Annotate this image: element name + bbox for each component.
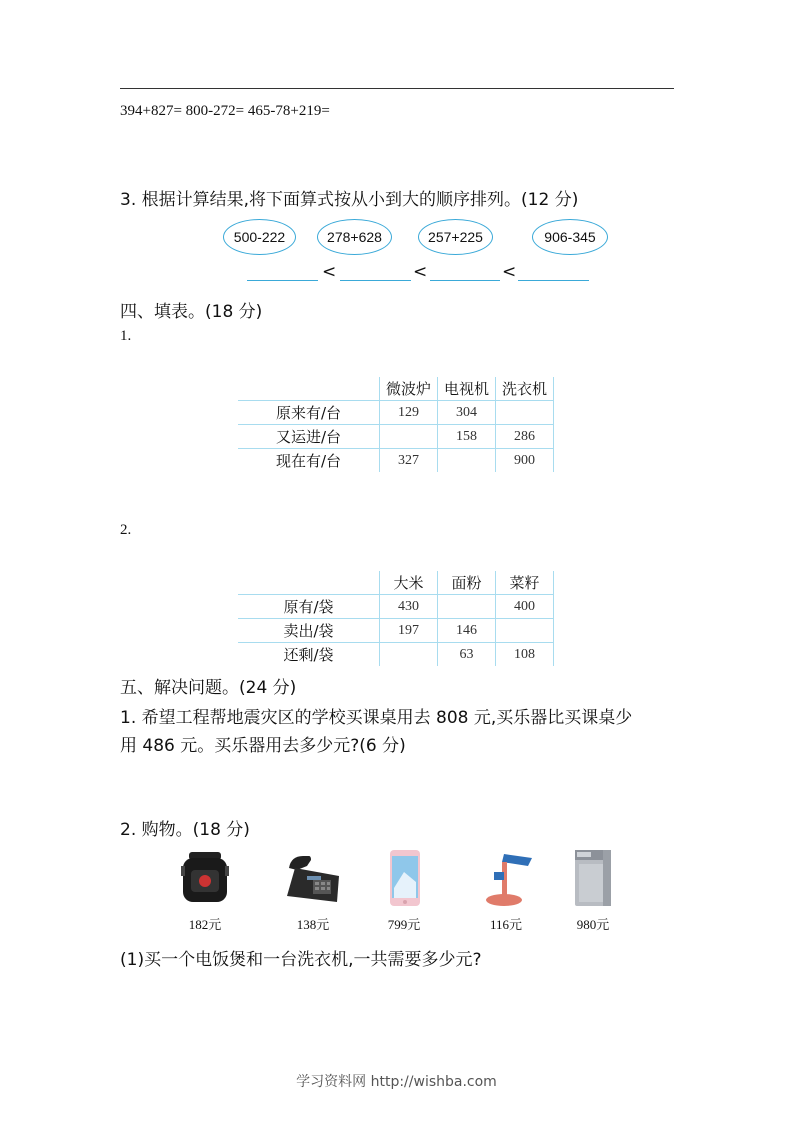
table-cell-blank[interactable]	[380, 643, 438, 667]
product-desk-lamp	[471, 848, 541, 933]
table-cell: 900	[496, 449, 554, 473]
subquestion-1: (1)买一个电饭煲和一台洗衣机,一共需要多少元?	[120, 950, 482, 970]
product-price: 799元	[387, 917, 421, 932]
table-cell-blank[interactable]	[496, 619, 554, 643]
expr-oval-4: 906-345	[532, 219, 608, 255]
table-cell: 197	[380, 619, 438, 643]
table-cell: 430	[380, 595, 438, 619]
table-header-cell: 微波炉	[380, 377, 438, 401]
product-price: 182元	[188, 917, 222, 932]
less-than-sign: <	[322, 262, 337, 282]
table-header-cell: 菜籽	[496, 571, 554, 595]
answer-blank-2[interactable]	[340, 280, 411, 281]
product-rice-cooker	[170, 848, 240, 933]
table-cell: 158	[438, 425, 496, 449]
answer-blank-1[interactable]	[247, 280, 318, 281]
section5-title: 五、解决问题。(24 分)	[120, 678, 297, 698]
table-header-cell: 电视机	[438, 377, 496, 401]
footer-watermark: 学习资料网 http://wishba.com	[296, 1074, 497, 1090]
calc-line: 394+827= 800-272= 465-78+219=	[120, 103, 330, 119]
expr-oval-2: 278+628	[317, 219, 392, 255]
telephone-icon	[283, 848, 343, 908]
section4-title: 四、填表。(18 分)	[120, 302, 263, 322]
table1-label: 1.	[120, 328, 132, 344]
table-cell: 63	[438, 643, 496, 667]
answer-blank-3[interactable]	[430, 280, 500, 281]
table-cell: 400	[496, 595, 554, 619]
table-header-cell: 大米	[380, 571, 438, 595]
washing-machine-icon	[563, 848, 623, 908]
row-label: 现在有/台	[238, 449, 380, 473]
q3-title: 3. 根据计算结果,将下面算式按从小到大的顺序排列。(12 分)	[120, 190, 579, 210]
less-than-sign: <	[413, 262, 428, 282]
answer-blank-4[interactable]	[518, 280, 589, 281]
table2-label: 2.	[120, 522, 132, 538]
table-cell: 108	[496, 643, 554, 667]
table-header-cell	[238, 571, 380, 595]
table-cell: 129	[380, 401, 438, 425]
product-mobile-phone	[369, 848, 439, 933]
table-cell: 327	[380, 449, 438, 473]
table-cell-blank[interactable]	[438, 595, 496, 619]
table-cell-blank[interactable]	[438, 449, 496, 473]
product-price: 980元	[576, 917, 610, 932]
less-than-sign: <	[502, 262, 517, 282]
table-cell-blank[interactable]	[496, 401, 554, 425]
product-telephone	[278, 848, 348, 933]
table-cell: 146	[438, 619, 496, 643]
table-cell-blank[interactable]	[380, 425, 438, 449]
expr-oval-1: 500-222	[223, 219, 296, 255]
grain-table	[238, 571, 554, 666]
row-label: 原有/袋	[238, 595, 380, 619]
table-cell: 304	[438, 401, 496, 425]
row-label: 原来有/台	[238, 401, 380, 425]
problem1-line1: 1. 希望工程帮地震灾区的学校买课桌用去 808 元,买乐器比买课桌少	[120, 708, 633, 728]
row-label: 又运进/台	[238, 425, 380, 449]
table-header-cell: 面粉	[438, 571, 496, 595]
appliance-table	[238, 377, 554, 472]
desk-lamp-icon	[476, 848, 536, 908]
table-header-cell: 洗衣机	[496, 377, 554, 401]
expr-oval-3: 257+225	[418, 219, 493, 255]
product-price: 138元	[296, 917, 330, 932]
product-washing-machine	[558, 848, 628, 933]
table-cell: 286	[496, 425, 554, 449]
row-label: 卖出/袋	[238, 619, 380, 643]
rice-cooker-icon	[175, 848, 235, 908]
product-price: 116元	[489, 917, 523, 932]
problem2-title: 2. 购物。(18 分)	[120, 820, 250, 840]
top-rule	[120, 88, 674, 89]
row-label: 还剩/袋	[238, 643, 380, 667]
mobile-phone-icon	[374, 848, 434, 908]
table-header-cell	[238, 377, 380, 401]
problem1-line2: 用 486 元。买乐器用去多少元?(6 分)	[120, 736, 406, 756]
